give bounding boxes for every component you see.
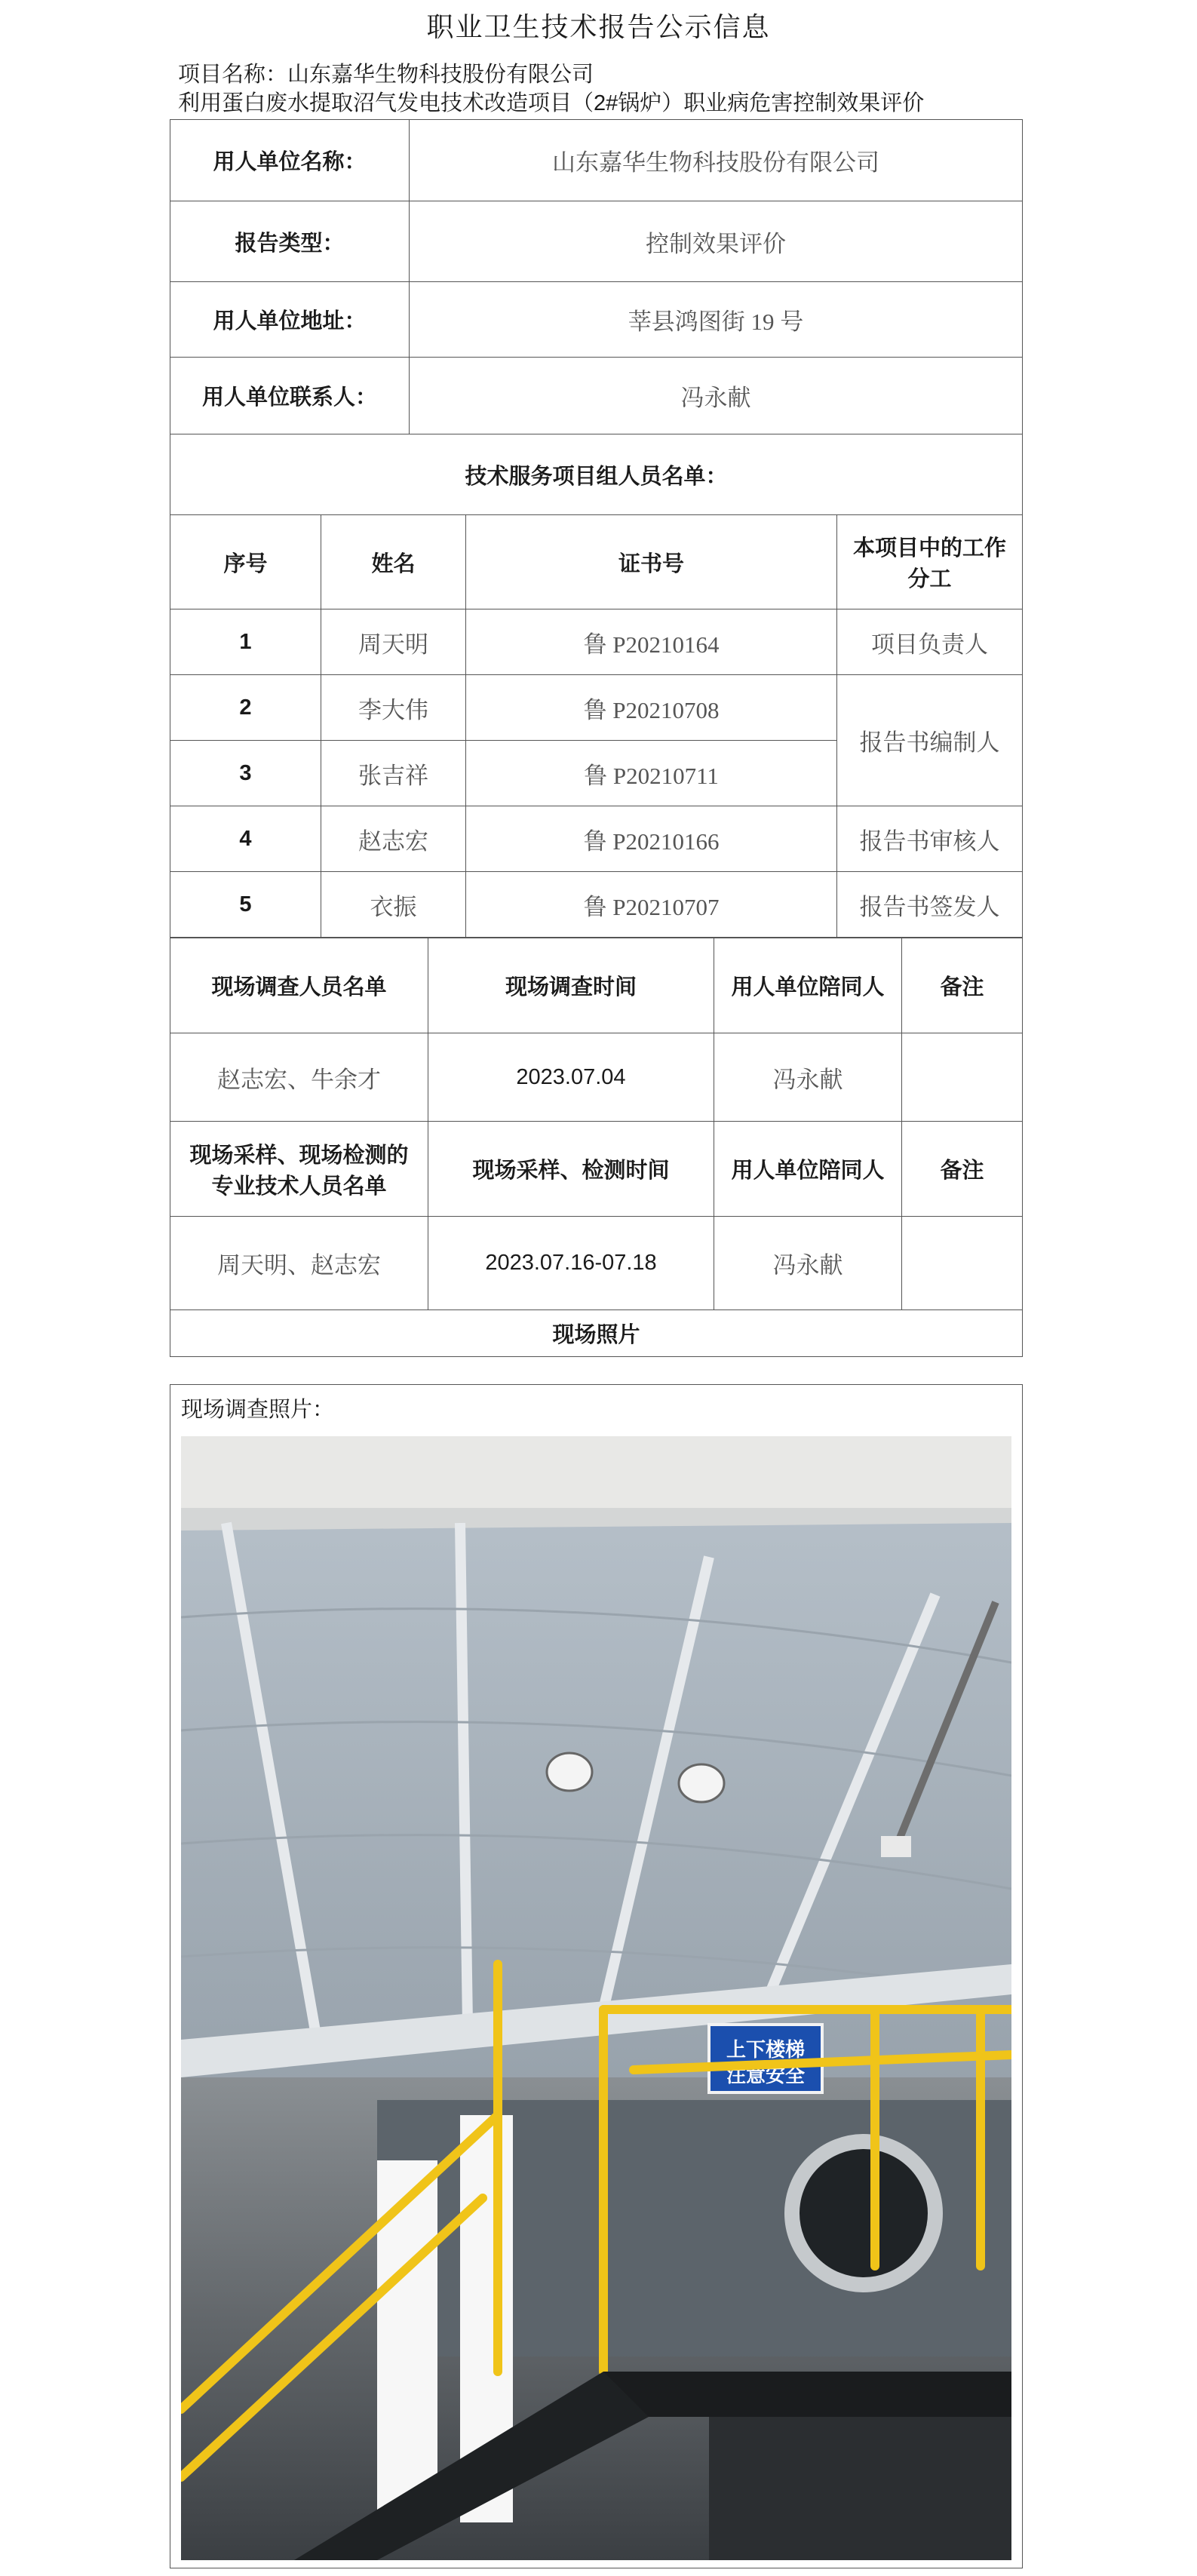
row-cert: 鲁 P20210164 [466,609,837,675]
col-header-no: 序号 [170,515,321,609]
address-value: 莘县鸿图街 19 号 [410,282,1023,358]
sampling-time-header: 现场采样、检测时间 [428,1122,714,1217]
row-name: 周天明 [321,609,466,675]
row-no: 1 [170,609,321,675]
row-role: 报告书编制人 [837,675,1023,806]
report-type-label: 报告类型： [170,201,410,282]
survey-note [902,1033,1023,1122]
page-title: 职业卫生技术报告公示信息 [426,11,771,42]
unit-name-label: 用人单位名称： [170,120,410,201]
unit-name-value: 山东嘉华生物科技股份有限公司 [410,120,1023,201]
sampling-staff: 周天明、赵志宏 [170,1217,428,1310]
table-row [170,675,1023,741]
contact-value: 冯永献 [410,358,1023,434]
report-type-value: 控制效果评价 [410,201,1023,282]
team-table [170,514,1023,938]
table-row [170,806,1023,872]
survey-staff: 赵志宏、牛余才 [170,1033,428,1122]
survey-escort-header: 用人单位陪同人 [714,938,902,1033]
sampling-time: 2023.07.16-07.18 [428,1217,714,1310]
stair-sign-line1: 上下楼梯 [726,2038,806,2061]
row-role: 报告书签发人 [837,872,1023,938]
sampling-note-header: 备注 [902,1122,1023,1217]
sampling-note [902,1217,1023,1310]
photo-label: 现场调查照片： [181,1398,335,1422]
unit-info-table [170,119,1023,515]
project-description-line: 利用蛋白废水提取沼气发电技术改造项目（2#锅炉）职业病危害控制效果评价 [178,91,925,115]
row-no: 5 [170,872,321,938]
row-name: 张吉祥 [321,741,466,806]
row-role: 项目负责人 [837,609,1023,675]
photos-heading: 现场照片 [170,1310,1023,1357]
row-no: 2 [170,675,321,741]
row-name: 李大伟 [321,675,466,741]
project-name-line: 项目名称：山东嘉华生物科技股份有限公司 [178,63,594,87]
table-row [170,609,1023,675]
survey-staff-header: 现场调查人员名单 [170,938,428,1033]
survey-table [170,938,1023,1357]
sampling-escort-header: 用人单位陪同人 [714,1122,902,1217]
row-name: 衣振 [321,872,466,938]
contact-label: 用人单位联系人： [170,358,410,434]
survey-time: 2023.07.04 [428,1033,714,1122]
team-heading: 技术服务项目组人员名单： [170,434,1023,515]
photo-section [170,1384,1023,2568]
row-cert: 鲁 P20210711 [466,741,837,806]
survey-note-header: 备注 [902,938,1023,1033]
survey-time-header: 现场调查时间 [428,938,714,1033]
row-no: 4 [170,806,321,872]
sampling-staff-header: 现场采样、现场检测的专业技术人员名单 [170,1122,428,1217]
row-cert: 鲁 P20210166 [466,806,837,872]
table-row [170,872,1023,938]
site-survey-photo [181,1436,1011,2560]
row-cert: 鲁 P20210708 [466,675,837,741]
row-cert: 鲁 P20210707 [466,872,837,938]
col-header-name: 姓名 [321,515,466,609]
survey-escort: 冯永献 [714,1033,902,1122]
col-header-cert: 证书号 [466,515,837,609]
address-label: 用人单位地址： [170,282,410,358]
row-name: 赵志宏 [321,806,466,872]
row-no: 3 [170,741,321,806]
row-role: 报告书审核人 [837,806,1023,872]
sampling-escort: 冯永献 [714,1217,902,1310]
col-header-role: 本项目中的工作分工 [837,515,1023,609]
stair-sign-line2: 注意安全 [726,2064,806,2086]
